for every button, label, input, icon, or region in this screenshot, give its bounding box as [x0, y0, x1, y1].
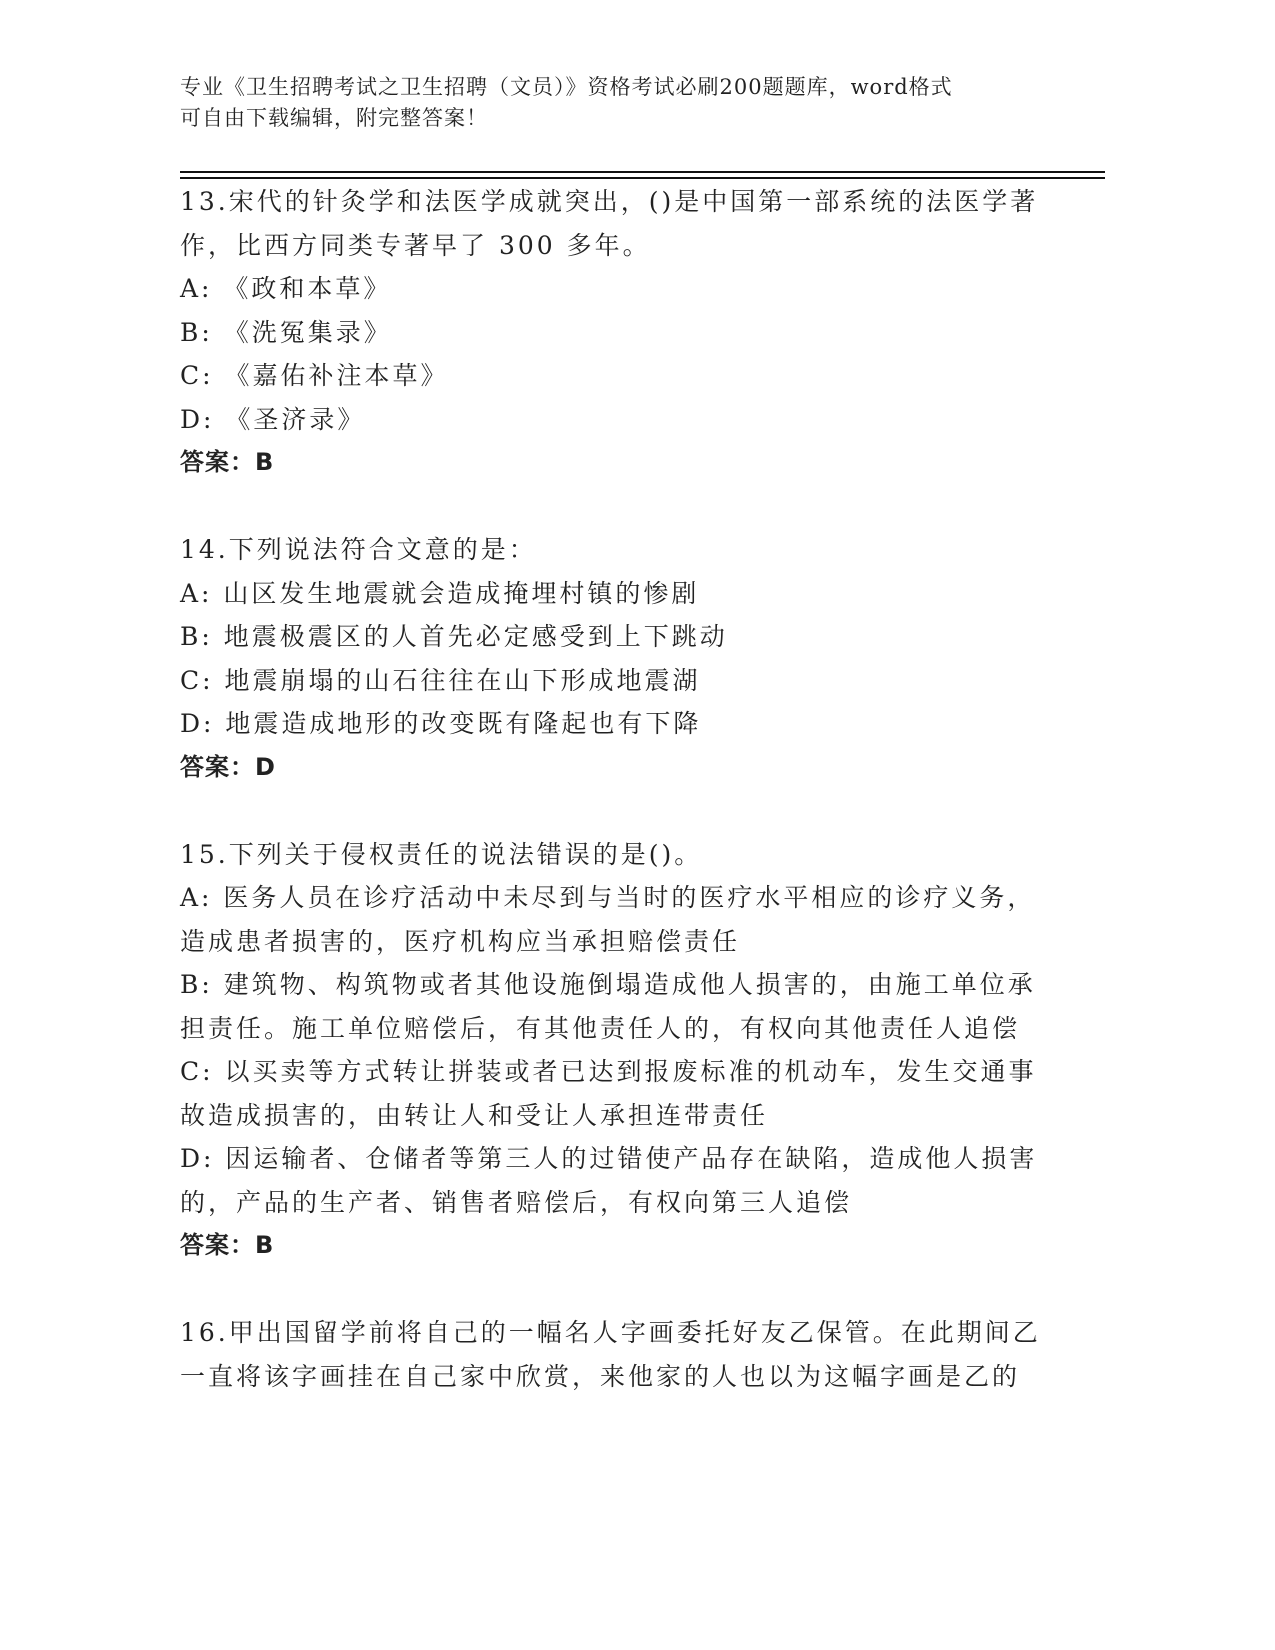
answer-option: [180, 398, 1080, 442]
header-divider-top: [180, 171, 1105, 173]
question-list: [180, 180, 1080, 1398]
answer-option: [180, 659, 1080, 703]
answer-option: [180, 702, 1080, 746]
question-spacer: [180, 1268, 1080, 1312]
option-line: B: 地震极震区的人首先必定感受到上下跳动: [180, 622, 728, 651]
question-block: [180, 180, 1080, 485]
question-spacer: [180, 485, 1080, 529]
option-line: D: 《圣济录》: [180, 404, 366, 434]
answer-option: [180, 572, 1080, 616]
header-line-1: 专业《卫生招聘考试之卫生招聘（文员）》资格考试必刷200题题库，word格式: [180, 75, 953, 99]
question-block: [180, 1311, 1080, 1398]
option-line: B: 《洗冤集录》: [180, 317, 392, 347]
answer-option: [180, 354, 1080, 398]
option-line: A: 《政和本草》: [180, 274, 392, 303]
question-stem-line: 16.甲出国留学前将自己的一幅名人字画委托好友乙保管。在此期间乙: [180, 1318, 1041, 1347]
question-stem-line: 作，比西方同类专著早了 300 多年。: [180, 230, 651, 260]
question-spacer: [180, 789, 1080, 833]
option-line: 造成患者损害的，医疗机构应当承担赔偿责任: [180, 926, 741, 956]
answer-key: 答案：D: [180, 752, 276, 781]
answer-key: 答案：B: [180, 1231, 275, 1259]
option-line: 的，产品的生产者、销售者赔偿后，有权向第三人追偿: [180, 1187, 853, 1217]
option-line: 担责任。施工单位赔偿后，有其他责任人的，有权向其他责任人追偿: [180, 1013, 1021, 1043]
answer-option: [180, 1050, 1080, 1137]
answer-option: [180, 267, 1080, 311]
document-header: [180, 72, 1060, 134]
option-line: 故造成损害的，由转让人和受让人承担连带责任: [180, 1100, 769, 1130]
question-stem-line: 一直将该字画挂在自己家中欣赏，来他家的人也以为这幅字画是乙的: [180, 1361, 1021, 1391]
question-stem-line: 13.宋代的针灸学和法医学成就突出，()是中国第一部系统的法医学著: [180, 187, 1039, 216]
answer-option: [180, 1137, 1080, 1224]
header-line-2: 可自由下载编辑，附完整答案！: [180, 106, 488, 130]
option-line: A: 医务人员在诊疗活动中未尽到与当时的医疗水平相应的诊疗义务，: [180, 883, 1036, 912]
header-divider-bottom: [180, 177, 1105, 179]
option-line: D: 因运输者、仓储者等第三人的过错使产品存在缺陷，造成他人损害: [180, 1144, 1038, 1173]
option-line: C: 《嘉佑补注本草》: [180, 361, 449, 390]
answer-option: [180, 311, 1080, 355]
option-line: B: 建筑物、构筑物或者其他设施倒塌造成他人损害的，由施工单位承: [180, 970, 1036, 999]
question-block: [180, 833, 1080, 1268]
answer-option: [180, 963, 1080, 1050]
answer-option: [180, 615, 1080, 659]
option-line: D: 地震造成地形的改变既有隆起也有下降: [180, 709, 702, 738]
question-stem-line: 14.下列说法符合文意的是：: [180, 535, 537, 564]
option-line: C: 以买卖等方式转让拼装或者已达到报废标准的机动车，发生交通事: [180, 1057, 1037, 1086]
answer-option: [180, 876, 1080, 963]
question-block: [180, 528, 1080, 789]
option-line: A: 山区发生地震就会造成掩埋村镇的惨剧: [180, 578, 700, 608]
question-stem-line: 15.下列关于侵权责任的说法错误的是()。: [180, 839, 703, 869]
answer-key: 答案：B: [180, 448, 275, 476]
option-line: C: 地震崩塌的山石往往在山下形成地震湖: [180, 665, 701, 695]
